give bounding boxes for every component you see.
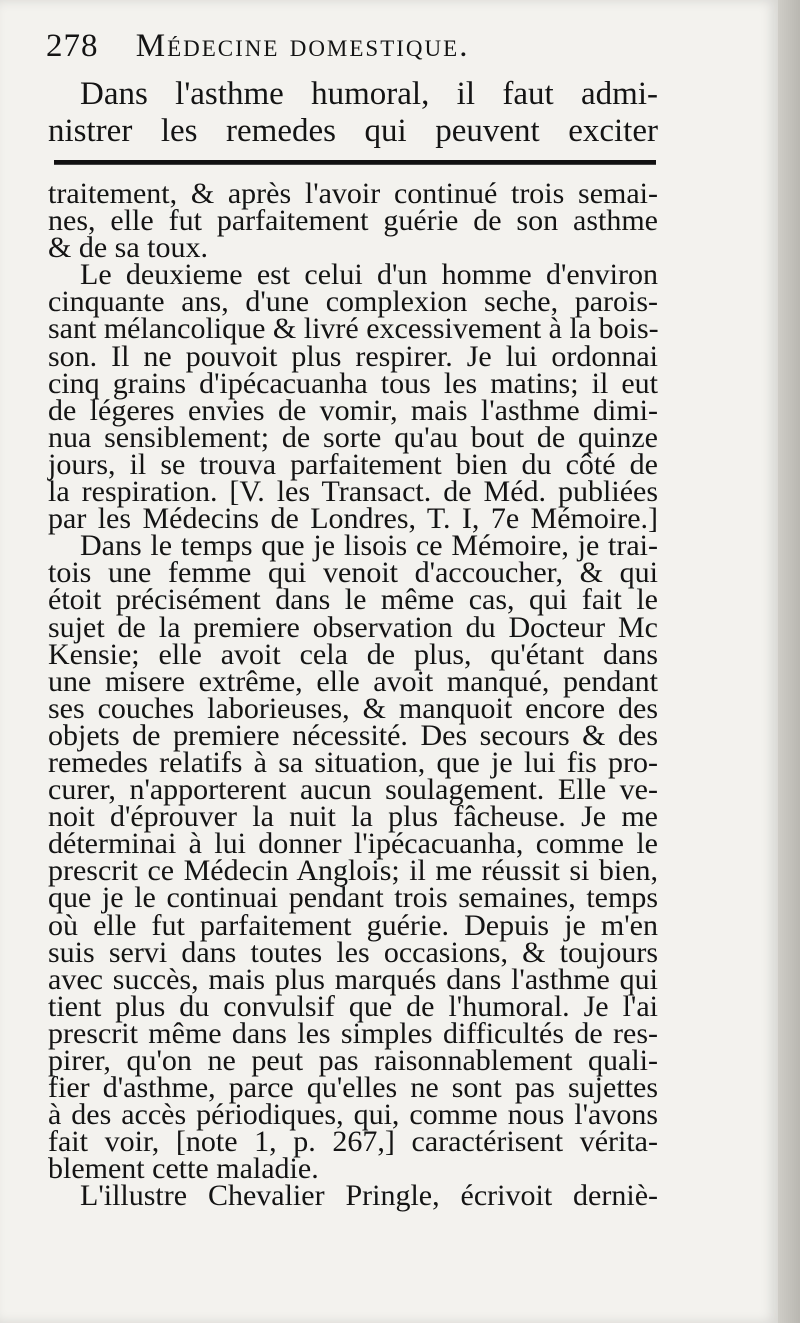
- text-line: suis servi dans toutes les occasions, & toujours: [48, 935, 658, 969]
- text-line: de légeres envies de vomir, mais l'asthme dimi-: [48, 393, 658, 427]
- text-line: sujet de la premiere observation du Docteur Mc: [48, 610, 658, 644]
- text-line: noit d'éprouver la nuit la plus fâcheuse. Je me: [48, 800, 658, 834]
- text-line: fier d'asthme, parce qu'elles ne sont pas sujettes: [48, 1071, 658, 1105]
- text-line: avec succès, mais plus marqués dans l'asthme qui: [48, 962, 658, 996]
- text-line: L'illustre Chevalier Pringle, écrivoit derniè-: [80, 1179, 658, 1213]
- text-line: & de sa toux.: [48, 231, 208, 265]
- body-text: [48, 177, 659, 1213]
- text-line: par les Médecins de Londres, T. I, 7e Mémoire.]: [48, 502, 658, 536]
- text-line: remedes relatifs à sa situation, que je lui fis pro-: [48, 745, 658, 779]
- text-line: la respiration. [V. les Transact. de Méd. publiées: [48, 475, 658, 509]
- text-line: une misere extrême, elle avoit manqué, pendant: [48, 664, 658, 698]
- text-line: cinquante ans, d'une complexion seche, parois-: [48, 285, 658, 319]
- text-line: déterminai à lui donner l'ipécacuanha, comme le: [48, 827, 658, 861]
- text-line: objets de premiere nécessité. Des secours & des: [48, 718, 658, 752]
- page-edge: [778, 0, 800, 1323]
- text-line: nes, elle fut parfaitement guérie de son asthme: [48, 204, 658, 238]
- running-title: Médecine domestique.: [135, 28, 470, 64]
- text-line: que je le continuai pendant trois semaines, temps: [48, 881, 658, 915]
- top-text: [48, 76, 658, 150]
- text-line: prescrit même dans les simples difficultés de res-: [48, 1016, 658, 1050]
- text-line: Dans l'asthme humoral, il faut admi-: [80, 76, 658, 112]
- text-line: tois une femme qui venoit d'accoucher, & qui: [48, 556, 658, 590]
- text-line: son. Il ne pouvoit plus respirer. Je lui ordonnai: [48, 339, 658, 373]
- text-line: Dans le temps que je lisois ce Mémoire, je trai-: [80, 529, 658, 563]
- text-line: prescrit ce Médecin Anglois; il me réussit si bien,: [48, 854, 658, 888]
- running-head: [46, 26, 686, 66]
- text-line: à des accès périodiques, qui, comme nous l'avons: [48, 1098, 658, 1132]
- text-line: étoit précisément dans le même cas, qui fait le: [48, 583, 658, 617]
- text-line: nistrer les remedes qui peuvent exciter: [48, 113, 658, 149]
- text-line: pirer, qu'on ne peut pas raisonnablement quali-: [48, 1044, 658, 1077]
- text-line: blement cette maladie.: [48, 1152, 319, 1186]
- text-line: Kensie; elle avoit cela de plus, qu'étant dans: [48, 637, 658, 671]
- text-line: fait voir, [note 1, p. 267,] caractérisent vérita-: [48, 1125, 658, 1159]
- text-line: sant mélancolique & livré excessivement à la bois-: [48, 312, 659, 346]
- text-line: traitement, & après l'avoir continué trois semai-: [48, 177, 658, 210]
- text-line: nua sensiblement; de sorte qu'au bout de quinze: [48, 420, 658, 454]
- text-line: où elle fut parfaitement guérie. Depuis je m'en: [48, 908, 658, 942]
- text-line: cinq grains d'ipécacuanha tous les matins; il eut: [48, 366, 658, 400]
- text-line: jours, il se trouva parfaitement bien du côté de: [48, 447, 658, 481]
- separator-rule: [54, 160, 656, 165]
- text-line: Le deuxieme est celui d'un homme d'environ: [80, 258, 658, 292]
- text-line: curer, n'apporterent aucun soulagement. Elle ve-: [48, 773, 658, 807]
- text-line: tient plus du convulsif que de l'humoral. Je l'ai: [48, 989, 658, 1023]
- page-number: 278: [46, 28, 99, 64]
- text-line: ses couches laborieuses, & manquoit encore des: [48, 691, 658, 725]
